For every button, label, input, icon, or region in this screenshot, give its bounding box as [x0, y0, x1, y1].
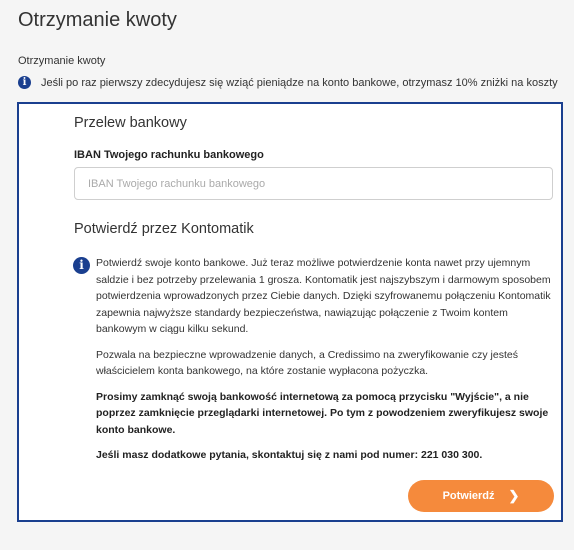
discount-info-text: Jeśli po raz pierwszy zdecydujesz się wziąć pieniądze na konto bankowe, otrzymasz 10% zniżki na koszty — [41, 76, 558, 89]
confirm-button[interactable] — [408, 480, 554, 512]
kontomatik-heading: Potwierdź przez Kontomatik — [74, 221, 254, 237]
page-title: Otrzymanie kwoty — [18, 9, 177, 31]
kontomatik-info — [73, 255, 553, 473]
kontomatik-paragraph-4: Jeśli masz dodatkowe pytania, skontaktuj się z nami pod numer: 221 030 300. — [96, 449, 483, 461]
kontomatik-info-texts — [96, 255, 553, 473]
section-label: Otrzymanie kwoty — [18, 55, 106, 67]
kontomatik-paragraph-2: Pozwala na bezpieczne wprowadzenie danych, a Credissimo na zweryfikowanie czy jesteś właścicielem konta bankowego, na które zostanie wypłacona pożyczka. — [96, 348, 518, 377]
confirm-button-label: Potwierdź — [442, 490, 495, 502]
iban-label: IBAN Twojego rachunku bankowego — [74, 149, 264, 161]
info-icon: i — [73, 257, 90, 274]
kontomatik-paragraph-1: Potwierdź swoje konto bankowe. Już teraz możliwe potwierdzenie konta nawet przy ujemnym saldzie i bez potrzeby przelewania 1 grosza. Kontomatik jest najszybszym i darmowym sposobem potwierdzenia wprowadzonych przez Ciebie danych. Dzięki szyfrowanemu połączeniu Kontomatik zapewnia najwyższe standardy bezpieczeństwa, nawiązując połączenie z Twoim kontem bankowym w ciągu kilku sekund. — [96, 257, 551, 335]
kontomatik-paragraph-3: Prosimy zamknąć swoją bankowość internetową za pomocą przycisku "Wyjście", a nie poprzez zamknięcie przeglądarki internetowej. Po tym z powodzeniem zweryfikujesz swoje konto bankowe. — [96, 390, 549, 436]
discount-info — [18, 76, 558, 89]
bank-transfer-card — [17, 102, 563, 522]
info-icon: i — [18, 76, 31, 89]
transfer-heading: Przelew bankowy — [74, 115, 187, 131]
iban-input[interactable] — [74, 167, 553, 200]
chevron-right-icon: ❯ — [508, 488, 520, 503]
